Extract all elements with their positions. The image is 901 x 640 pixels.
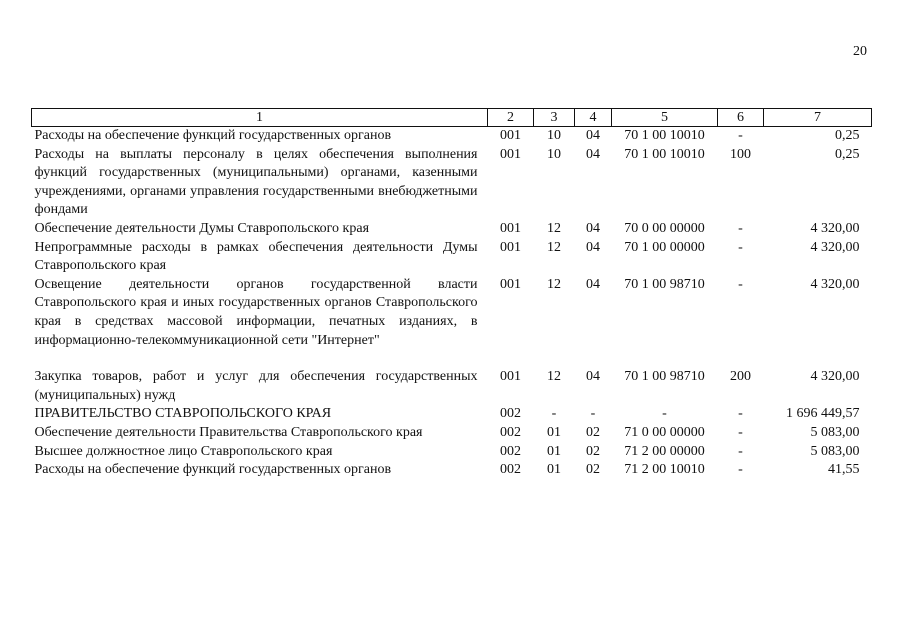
row-expense-type: -	[738, 462, 743, 478]
row-ministry-code: 002	[500, 443, 521, 459]
table-row	[32, 405, 872, 424]
row-description: Обеспечение деятельности Правительства Ставропольского края	[34, 424, 423, 440]
table-row	[32, 443, 872, 462]
row-target-article: 71 0 00 00000	[624, 424, 705, 440]
row-amount: 5 083,00	[810, 443, 860, 459]
row-description: Обеспечение деятельности Думы Ставропольского края	[34, 220, 370, 236]
row-section: 12	[547, 369, 561, 385]
row-target-article: 70 1 00 10010	[624, 128, 705, 143]
header-row	[32, 109, 872, 127]
row-target-article: 70 1 00 98710	[624, 369, 705, 385]
row-expense-type: -	[738, 424, 743, 440]
row-description: Высшее должностное лицо Ставропольского края	[34, 443, 333, 459]
row-expense-type: 200	[730, 369, 751, 385]
row-section: 01	[547, 443, 561, 459]
budget-table	[31, 108, 872, 480]
table-header	[32, 109, 872, 127]
row-subsection: 04	[586, 146, 600, 162]
row-expense-type: -	[738, 443, 743, 459]
table-row	[32, 461, 872, 480]
row-subsection: 04	[586, 220, 600, 236]
row-subsection: 02	[586, 443, 600, 459]
row-expense-type: -	[738, 220, 743, 236]
page-number: 20	[853, 44, 867, 59]
row-target-article: 71 2 00 00000	[624, 443, 705, 459]
row-section: 10	[547, 146, 561, 162]
row-description: Освещение деятельности органов государственной власти Ставропольского края и иных государственных органов Ставропольского края в средствах массовой информации, печатных изданиях, в информационно-телекоммуникационной сети "Интернет"	[34, 276, 478, 348]
header-col-7: 7	[764, 109, 872, 127]
header-col-6: 6	[718, 109, 764, 127]
header-col-4: 4	[575, 109, 612, 127]
row-amount: 4 320,00	[810, 369, 860, 385]
row-section: 01	[547, 462, 561, 478]
header-col-3: 3	[534, 109, 575, 127]
table-row	[32, 276, 872, 368]
row-ministry-code: 002	[500, 462, 521, 478]
table-row	[32, 127, 872, 146]
table-row	[32, 239, 872, 276]
row-amount: 0,25	[835, 146, 860, 162]
row-ministry-code: 002	[500, 406, 521, 422]
row-subsection: 04	[586, 276, 600, 292]
row-ministry-code: 001	[500, 220, 521, 236]
row-description: Непрограммные расходы в рамках обеспечения деятельности Думы Ставропольского края	[34, 239, 478, 274]
row-amount: 5 083,00	[810, 424, 860, 440]
row-amount: 4 320,00	[810, 239, 860, 255]
table-row	[32, 368, 872, 405]
header-col-5: 5	[612, 109, 718, 127]
row-amount: 0,25	[835, 128, 860, 143]
row-expense-type: -	[738, 276, 743, 292]
row-target-article: 70 1 00 00000	[624, 239, 705, 255]
row-subsection: 04	[586, 128, 600, 143]
row-target-article: 71 2 00 10010	[624, 462, 705, 478]
table-body	[32, 127, 872, 480]
row-amount: 1 696 449,57	[786, 406, 860, 422]
row-description: Расходы на обеспечение функций государственных органов	[34, 462, 392, 478]
row-ministry-code: 001	[500, 276, 521, 292]
row-subsection: -	[590, 406, 596, 422]
row-section: -	[551, 406, 557, 422]
row-amount: 4 320,00	[810, 276, 860, 292]
row-section: 10	[547, 128, 561, 143]
row-subsection: 04	[586, 239, 600, 255]
row-description: Расходы на выплаты персоналу в целях обеспечения выполнения функций государственных (муниципальными) органами, казенными учреждениями, органами управления государственными внебюджетными фондами	[34, 146, 478, 218]
row-amount: 4 320,00	[810, 220, 860, 236]
row-target-article: -	[662, 406, 667, 422]
row-ministry-code: 002	[500, 424, 521, 440]
row-target-article: 70 1 00 98710	[624, 276, 705, 292]
table-row	[32, 220, 872, 239]
row-expense-type: 100	[730, 146, 751, 162]
row-section: 12	[547, 220, 561, 236]
row-subsection: 04	[586, 369, 600, 385]
row-amount: 41,55	[828, 462, 860, 478]
row-description: Закупка товаров, работ и услуг для обеспечения государственных (муниципальных) нужд	[34, 369, 478, 403]
row-expense-type: -	[738, 239, 743, 255]
row-subsection: 02	[586, 462, 600, 478]
row-subsection: 02	[586, 424, 600, 440]
row-ministry-code: 001	[500, 239, 521, 255]
header-col-2: 2	[488, 109, 534, 127]
header-col-1: 1	[32, 109, 488, 127]
row-section: 12	[547, 276, 561, 292]
row-section: 01	[547, 424, 561, 440]
row-expense-type: -	[738, 406, 743, 422]
row-target-article: 70 1 00 10010	[624, 146, 705, 162]
row-ministry-code: 001	[500, 146, 521, 162]
row-ministry-code: 001	[500, 128, 521, 143]
row-ministry-code: 001	[500, 369, 521, 385]
row-description: ПРАВИТЕЛЬСТВО СТАВРОПОЛЬСКОГО КРАЯ	[34, 406, 332, 422]
row-target-article: 70 0 00 00000	[624, 220, 705, 236]
table-row	[32, 424, 872, 443]
row-section: 12	[547, 239, 561, 255]
table-row	[32, 146, 872, 220]
row-description: Расходы на обеспечение функций государственных органов	[34, 128, 392, 143]
row-expense-type: -	[738, 128, 743, 143]
